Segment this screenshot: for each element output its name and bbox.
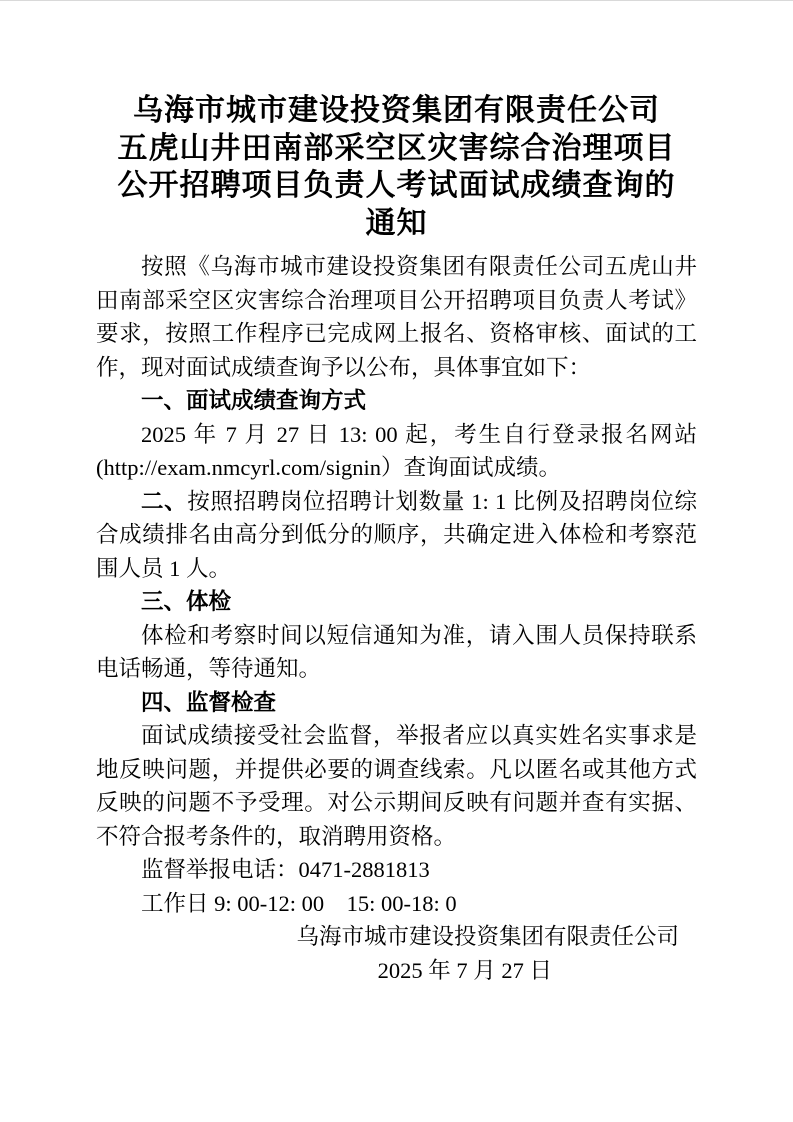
title-line-2: 五虎山井田南部采空区灾害综合治理项目 bbox=[117, 131, 676, 165]
section2-numbering: 二、 bbox=[141, 488, 188, 514]
section1-heading: 一、面试成绩查询方式 bbox=[141, 388, 367, 413]
section3-paragraph: 体检和考察时间以短信通知为准，请入围人员保持联系电话畅通，等待通知。 bbox=[96, 622, 697, 681]
section3-heading: 三、体检 bbox=[141, 589, 232, 614]
title-line-4: 通知 bbox=[365, 206, 428, 240]
section2-text: 按照招聘岗位招聘计划数量 1: 1 比例及招聘岗位综合成绩排名由高分到低分的顺序，共确定进入体检和考察范围人员 1 人。 bbox=[96, 488, 697, 581]
section2-paragraph bbox=[96, 485, 697, 586]
section1-paragraph: 2025 年 7 月 27 日 13: 00 起，考生自行登录报名网站(http://exam.nmcyrl.com/signin）查询面试成绩。 bbox=[96, 421, 697, 480]
signature-organization: 乌海市城市建设投资集团有限责任公司 bbox=[296, 924, 679, 949]
intro-paragraph: 按照《乌海市城市建设投资集团有限责任公司五虎山井田南部采空区灾害综合治理项目公开招聘项目负责人考试》要求，按照工作程序已完成网上报名、资格审核、面试的工作，现对面试成绩查询予以公布，具体事宜如下： bbox=[96, 254, 697, 380]
section4-paragraph: 面试成绩接受社会监督，举报者应以真实姓名实事求是地反映问题，并提供必要的调查线索。凡以匿名或其他方式反映的问题不予受理。对公示期间反映有问题并查有实据、不符合报考条件的，取消聘用资格。 bbox=[96, 723, 697, 849]
title-line-1: 乌海市城市建设投资集团有限责任公司 bbox=[133, 94, 660, 127]
report-phone-line: 监督举报电话：0471-2881813 bbox=[141, 857, 430, 882]
title-line-3: 公开招聘项目负责人考试面试成绩查询的 bbox=[117, 169, 676, 202]
signature-date: 2025 年 7 月 27 日 bbox=[377, 957, 552, 983]
notice-content bbox=[96, 1, 697, 987]
working-hours-line: 工作日 9: 00-12: 00 15: 00-18: 0 bbox=[141, 890, 457, 916]
section4-heading: 四、监督检查 bbox=[141, 689, 277, 715]
document-title bbox=[96, 92, 697, 242]
